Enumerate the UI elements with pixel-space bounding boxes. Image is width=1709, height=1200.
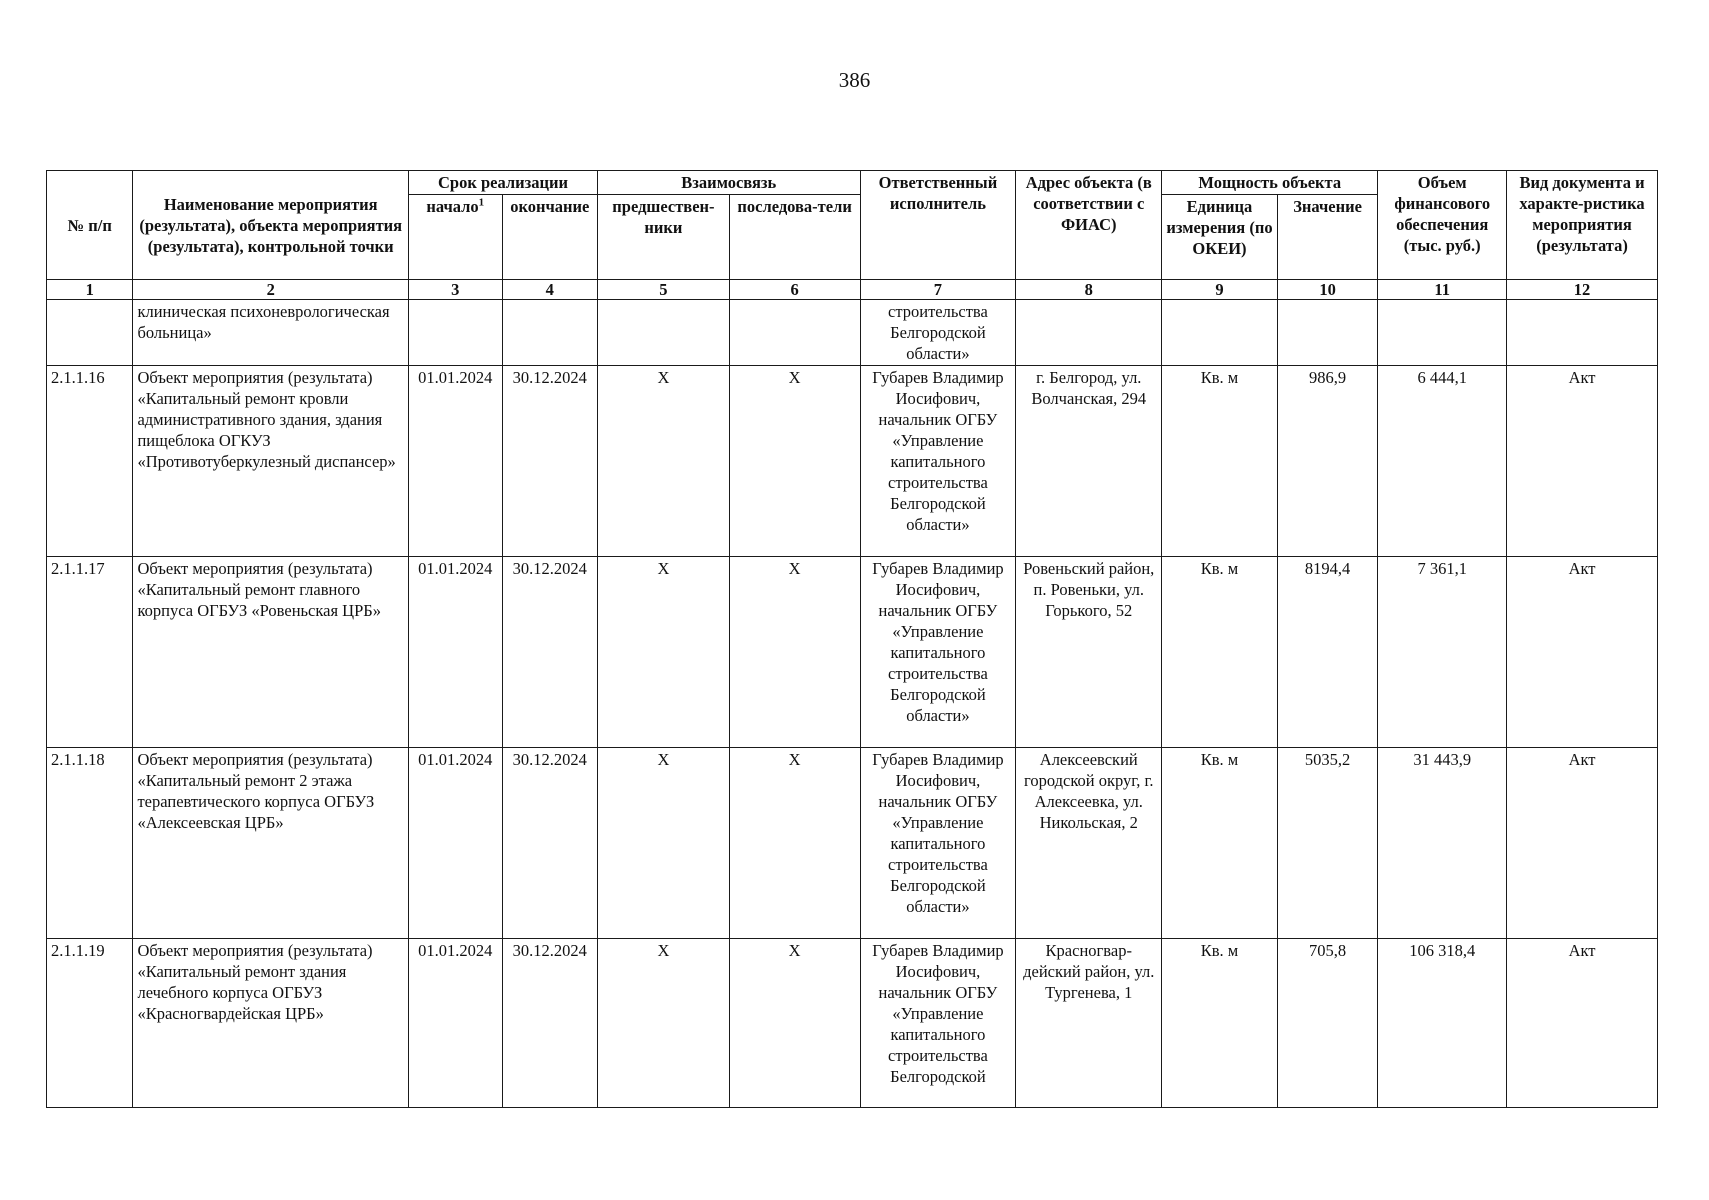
column-number: 8 — [1016, 280, 1162, 300]
header-start-footnote: 1 — [478, 196, 485, 209]
row-address — [1016, 300, 1162, 366]
column-number: 3 — [409, 280, 503, 300]
table-row — [47, 748, 1658, 939]
row-predecessors — [598, 300, 730, 366]
row-doc-type: Акт — [1507, 939, 1658, 1108]
column-number: 11 — [1378, 280, 1507, 300]
column-number-row — [47, 280, 1658, 300]
row-volume: 106 318,4 — [1378, 939, 1507, 1108]
column-number: 2 — [133, 280, 409, 300]
table-row — [47, 557, 1658, 748]
column-number: 4 — [502, 280, 598, 300]
row-num — [47, 300, 133, 366]
row-predecessors: X — [598, 939, 730, 1108]
column-number: 12 — [1507, 280, 1658, 300]
table-row — [47, 366, 1658, 557]
header-predecessors: предшествен-ники — [598, 195, 730, 280]
row-name: Объект мероприятия (результата) «Капитальный ремонт кровли административного здания, здания пищеблока ОГКУЗ «Противотуберкулезный диспансер» — [133, 366, 409, 557]
row-unit: Кв. м — [1162, 748, 1278, 939]
measures-table — [46, 170, 1658, 1108]
row-name: Объект мероприятия (результата) «Капитальный ремонт главного корпуса ОГБУЗ «Ровеньская ЦРБ» — [133, 557, 409, 748]
row-name: Объект мероприятия (результата) «Капитальный ремонт здания лечебного корпуса ОГБУЗ «Красногвардейская ЦРБ» — [133, 939, 409, 1108]
row-end — [502, 300, 598, 366]
row-start: 01.01.2024 — [409, 939, 503, 1108]
row-start: 01.01.2024 — [409, 557, 503, 748]
header-volume: Объем финансового обеспечения (тыс. руб.) — [1378, 171, 1507, 280]
row-address: г. Белгород, ул. Волчанская, 294 — [1016, 366, 1162, 557]
header-term-group: Срок реализации — [409, 171, 598, 195]
header-successors: последова-тели — [729, 195, 860, 280]
row-name: клиническая психоневрологическая больница» — [133, 300, 409, 366]
column-number: 1 — [47, 280, 133, 300]
row-start — [409, 300, 503, 366]
row-num: 2.1.1.17 — [47, 557, 133, 748]
column-number: 6 — [729, 280, 860, 300]
row-responsible: Губарев Владимир Иосифович, начальник ОГБУ «Управление капитального строительства Белгородской области» — [860, 748, 1016, 939]
header-address: Адрес объекта (в соответствии с ФИАС) — [1016, 171, 1162, 280]
header-row-1 — [47, 171, 1658, 195]
row-successors: X — [729, 557, 860, 748]
header-value: Значение — [1277, 195, 1378, 280]
row-end: 30.12.2024 — [502, 748, 598, 939]
header-responsible: Ответственный исполнитель — [860, 171, 1016, 280]
row-value: 8194,4 — [1277, 557, 1378, 748]
header-name: Наименование мероприятия (результата), объекта мероприятия (результата), контрольной точки — [133, 171, 409, 280]
column-number: 9 — [1162, 280, 1278, 300]
row-doc-type: Акт — [1507, 748, 1658, 939]
header-start-label: начало — [426, 197, 479, 216]
header-num: № п/п — [47, 171, 133, 280]
row-volume: 31 443,9 — [1378, 748, 1507, 939]
row-volume — [1378, 300, 1507, 366]
row-num: 2.1.1.16 — [47, 366, 133, 557]
row-start: 01.01.2024 — [409, 748, 503, 939]
page-number: 386 — [838, 68, 871, 92]
row-responsible: строительства Белгородской области» — [860, 300, 1016, 366]
row-unit: Кв. м — [1162, 939, 1278, 1108]
row-end: 30.12.2024 — [502, 939, 598, 1108]
column-number: 10 — [1277, 280, 1378, 300]
row-num: 2.1.1.19 — [47, 939, 133, 1108]
header-start — [409, 195, 503, 280]
row-volume: 6 444,1 — [1378, 366, 1507, 557]
column-number: 5 — [598, 280, 730, 300]
row-responsible: Губарев Владимир Иосифович, начальник ОГБУ «Управление капитального строительства Белгородской области» — [860, 366, 1016, 557]
row-predecessors: X — [598, 366, 730, 557]
row-num: 2.1.1.18 — [47, 748, 133, 939]
row-doc-type: Акт — [1507, 557, 1658, 748]
row-value: 705,8 — [1277, 939, 1378, 1108]
header-doc-type: Вид документа и характе-ристика мероприятия (результата) — [1507, 171, 1658, 280]
row-responsible: Губарев Владимир Иосифович, начальник ОГБУ «Управление капитального строительства Белгородской области» — [860, 557, 1016, 748]
row-successors: X — [729, 939, 860, 1108]
row-predecessors: X — [598, 748, 730, 939]
row-responsible: Губарев Владимир Иосифович, начальник ОГБУ «Управление капитального строительства Белгородской — [860, 939, 1016, 1108]
row-doc-type — [1507, 300, 1658, 366]
row-address: Красногвар-дейский район, ул. Тургенева, 1 — [1016, 939, 1162, 1108]
row-value: 5035,2 — [1277, 748, 1378, 939]
row-successors — [729, 300, 860, 366]
row-unit: Кв. м — [1162, 366, 1278, 557]
row-start: 01.01.2024 — [409, 366, 503, 557]
row-address: Ровеньский район, п. Ровеньки, ул. Горького, 52 — [1016, 557, 1162, 748]
table-row — [47, 939, 1658, 1108]
row-name: Объект мероприятия (результата) «Капитальный ремонт 2 этажа терапевтического корпуса ОГБУЗ «Алексеевская ЦРБ» — [133, 748, 409, 939]
row-value — [1277, 300, 1378, 366]
row-value: 986,9 — [1277, 366, 1378, 557]
row-successors: X — [729, 748, 860, 939]
row-doc-type: Акт — [1507, 366, 1658, 557]
row-unit: Кв. м — [1162, 557, 1278, 748]
table-row — [47, 300, 1658, 366]
row-predecessors: X — [598, 557, 730, 748]
row-end: 30.12.2024 — [502, 366, 598, 557]
row-volume: 7 361,1 — [1378, 557, 1507, 748]
header-link-group: Взаимосвязь — [598, 171, 860, 195]
row-end: 30.12.2024 — [502, 557, 598, 748]
header-power-group: Мощность объекта — [1162, 171, 1378, 195]
row-unit — [1162, 300, 1278, 366]
column-number: 7 — [860, 280, 1016, 300]
header-end: окончание — [502, 195, 598, 280]
row-successors: X — [729, 366, 860, 557]
header-unit: Единица измерения (по ОКЕИ) — [1162, 195, 1278, 280]
row-address: Алексеевский городской округ, г. Алексеевка, ул. Никольская, 2 — [1016, 748, 1162, 939]
